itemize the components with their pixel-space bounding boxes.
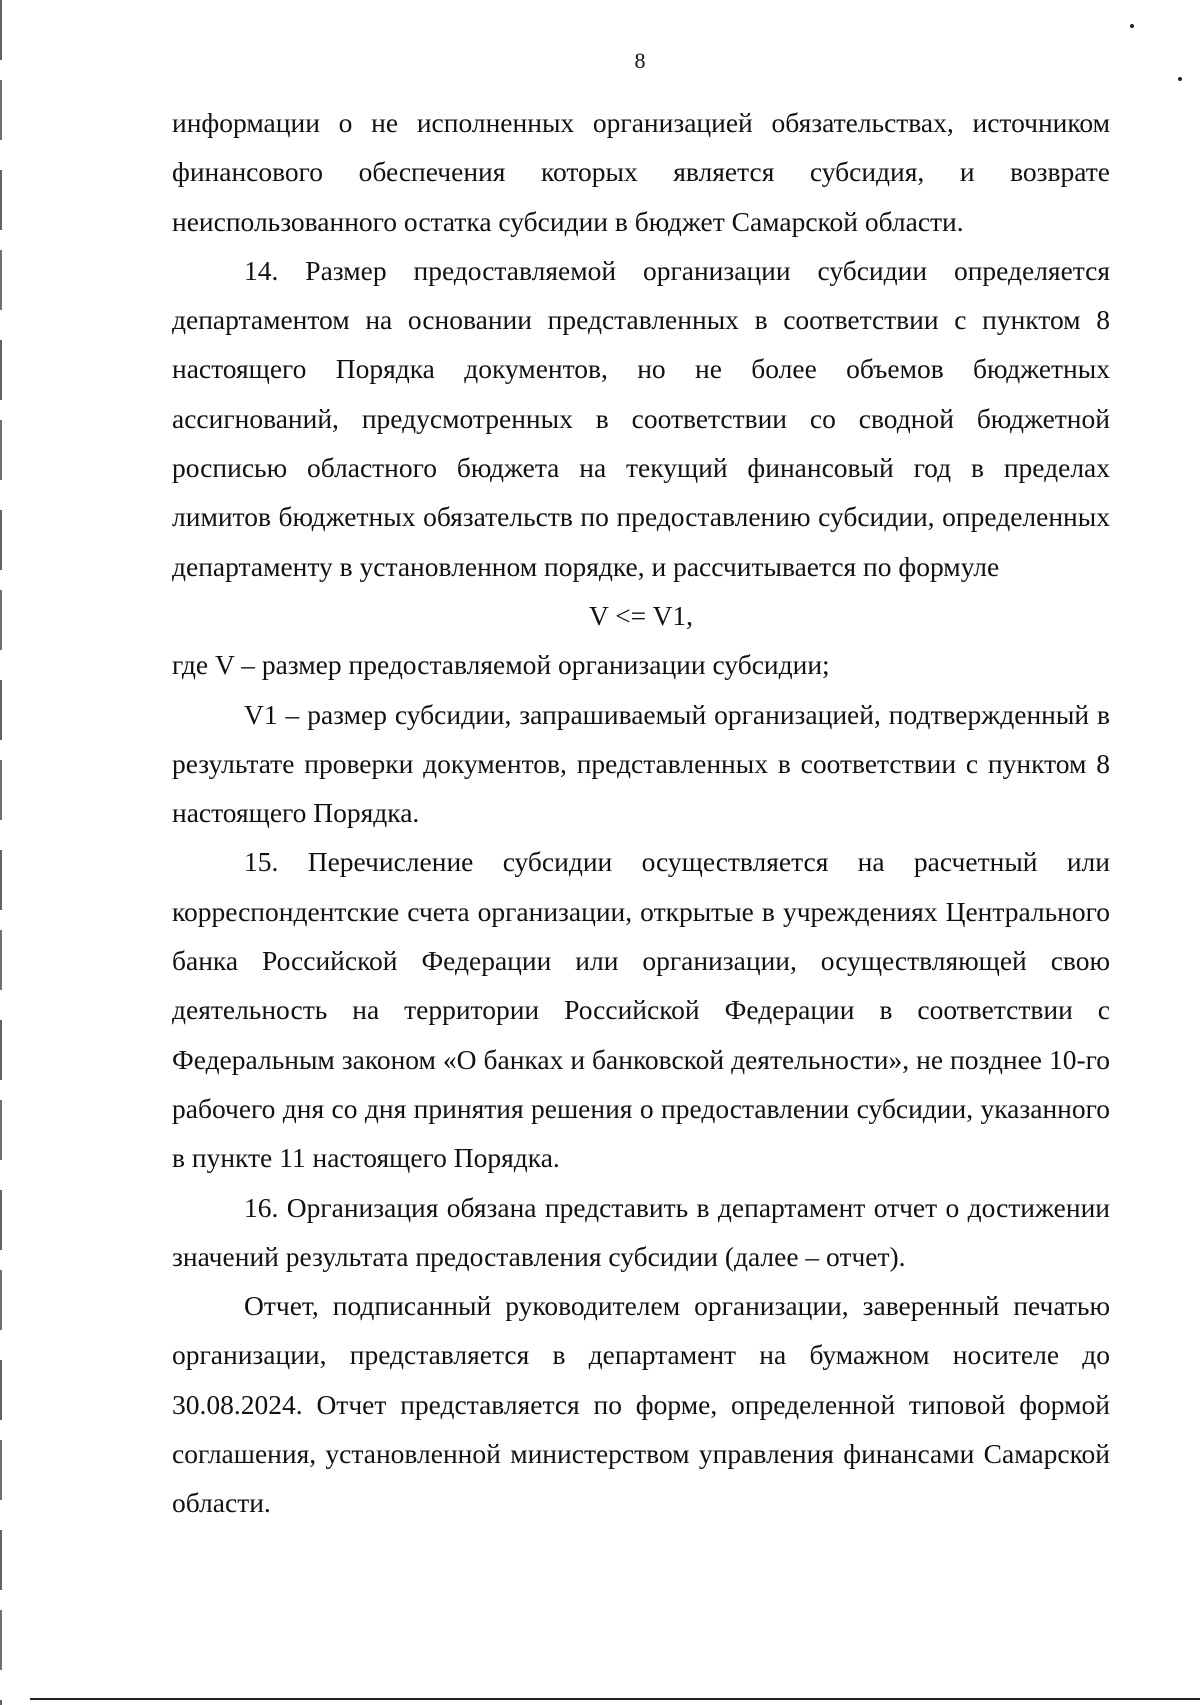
scan-speck	[1178, 77, 1182, 81]
paragraph-15: 15. Перечисление субсидии осуществляется на расчетный или корреспондентские счета организации, открытые в учреждениях Центрального банка Российской Федерации или организации, осуществляющей свою деятельность на территории Российской Федерации в соответствии с Федеральным законом «О банках и банковской деятельности», не позднее 10-го рабочего дня со дня принятия решения о предоставлении субсидии, указанного в пункте 11 настоящего Порядка.	[172, 846, 1110, 1174]
formula: V <= V1,	[588, 599, 694, 631]
paragraph-report: Отчет, подписанный руководителем организации, заверенный печатью организации, представляется в департамент на бумажном носителе до 30.08.2024. Отчет представляется по форме, определенной типовой формой соглашения, установленной министерством управления финансами Самарской области.	[172, 1290, 1110, 1519]
paragraph-continuation: информации о не исполненных организацией обязательствах, источником финансового обеспечения которых является субсидия, и возврате неиспользованного остатка субсидии в бюджет Самарской области.	[172, 107, 1110, 237]
paragraph-14: 14. Размер предоставляемой организации субсидии определяется департаментом на основании представленных в соответствии с пунктом 8 настоящего Порядка документов, но не более объемов бюджетных ассигнований, предусмотренных в соответствии со сводной бюджетной росписью областного бюджета на текущий финансовый год в пределах лимитов бюджетных обязательств по предоставлению субсидии, определенных департаменту в установленном порядке, и рассчитывается по формуле	[172, 254, 1110, 582]
scan-bottom-edge	[30, 1698, 1200, 1700]
formula-definition-v: где V – размер предоставляемой организации субсидии;	[172, 649, 830, 681]
page-number: 8	[634, 48, 646, 73]
document-body	[172, 98, 1110, 1528]
paragraph-16: 16. Организация обязана представить в департамент отчет о достижении значений результата предоставления субсидии (далее – отчет).	[172, 1191, 1110, 1272]
formula-definition-v1: V1 – размер субсидии, запрашиваемый организацией, подтвержденный в результате проверки документов, представленных в соответствии с пунктом 8 настоящего Порядка.	[172, 698, 1110, 829]
scan-left-edge	[0, 0, 2, 1705]
scan-speck	[1130, 24, 1134, 28]
